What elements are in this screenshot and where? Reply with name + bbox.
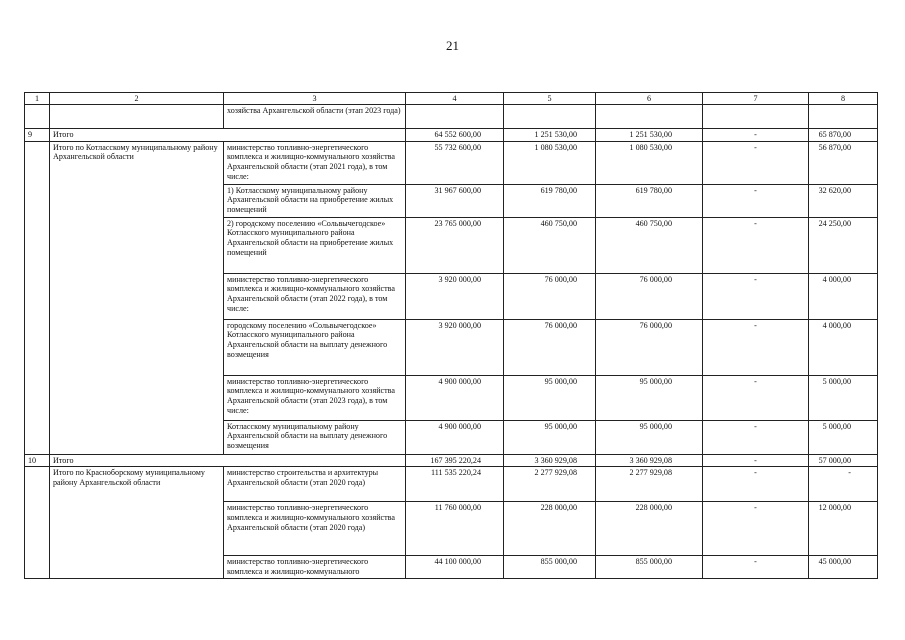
description-cell: 2) городскому поселению «Сольвычегодское» Котласского муниципального района Архангельской области на приобретение жилых помещений [224, 217, 406, 273]
amount-cell: 57 000,00 [809, 454, 878, 467]
description-cell: министерство топливно-энергетического комплекса и жилищно-коммунального хозяйства Архангельской области (этап 2020 года) [224, 502, 406, 556]
amount-cell: 56 870,00 [809, 141, 878, 184]
amount-cell: 460 750,00 [504, 217, 596, 273]
description-cell: министерство топливно-энергетического комплекса и жилищно-коммунального хозяйства Архангельской области (этап 2023 года), в том числе: [224, 375, 406, 420]
amount-cell: 1 080 530,00 [504, 141, 596, 184]
column-number: 2 [50, 93, 224, 105]
column-number: 4 [406, 93, 504, 105]
amount-cell: 619 780,00 [504, 184, 596, 217]
amount-cell: 3 360 929,08 [596, 454, 703, 467]
total-cell: 167 395 220,24 [406, 454, 504, 467]
amount-cell: 4 000,00 [809, 273, 878, 319]
amount-cell: - [703, 141, 809, 184]
amount-cell: 95 000,00 [504, 420, 596, 454]
row-index [25, 141, 50, 454]
total-cell: 44 100 000,00 [406, 556, 504, 578]
amount-cell [809, 105, 878, 129]
description-cell: министерство топливно-энергетического комплекса и жилищно-коммунального хозяйства Архангельской области (этап 2022 года), в том числе: [224, 273, 406, 319]
amount-cell: 5 000,00 [809, 420, 878, 454]
column-number: 8 [809, 93, 878, 105]
total-cell: 31 967 600,00 [406, 184, 504, 217]
total-cell: 23 765 000,00 [406, 217, 504, 273]
column-number: 3 [224, 93, 406, 105]
amount-cell: - [809, 467, 878, 502]
amount-cell: 76 000,00 [504, 319, 596, 375]
amount-cell: 45 000,00 [809, 556, 878, 578]
recipient-cell: Итого по Котласскому муниципальному району Архангельской области [50, 141, 224, 454]
total-cell: 11 760 000,00 [406, 502, 504, 556]
description-cell: Котласскому муниципальному району Архангельской области на выплату денежного возмещения [224, 420, 406, 454]
amount-cell: 855 000,00 [596, 556, 703, 578]
description-cell: 1) Котласскому муниципальному району Архангельской области на приобретение жилых помещений [224, 184, 406, 217]
amount-cell: 95 000,00 [596, 375, 703, 420]
amount-cell: - [703, 556, 809, 578]
amount-cell: 5 000,00 [809, 375, 878, 420]
amount-cell: - [703, 420, 809, 454]
amount-cell: 2 277 929,08 [596, 467, 703, 502]
amount-cell: - [703, 467, 809, 502]
column-number: 6 [596, 93, 703, 105]
column-number: 1 [25, 93, 50, 105]
amount-cell: - [703, 375, 809, 420]
row-index [25, 105, 50, 129]
amount-cell: - [703, 502, 809, 556]
description-cell: городскому поселению «Сольвычегодское» Котласского муниципального района Архангельской области на выплату денежного возмещения [224, 319, 406, 375]
amount-cell: 1 251 530,00 [596, 129, 703, 142]
amount-cell: 12 000,00 [809, 502, 878, 556]
amount-cell: 76 000,00 [596, 319, 703, 375]
column-number: 5 [504, 93, 596, 105]
amount-cell: 76 000,00 [504, 273, 596, 319]
amount-cell: 619 780,00 [596, 184, 703, 217]
amount-cell: 460 750,00 [596, 217, 703, 273]
amount-cell: 4 000,00 [809, 319, 878, 375]
amount-cell: - [703, 273, 809, 319]
total-cell: 55 732 600,00 [406, 141, 504, 184]
amount-cell: 76 000,00 [596, 273, 703, 319]
amount-cell: 1 080 530,00 [596, 141, 703, 184]
total-cell: 3 920 000,00 [406, 319, 504, 375]
total-cell: 4 900 000,00 [406, 375, 504, 420]
amount-cell: 24 250,00 [809, 217, 878, 273]
total-cell [406, 105, 504, 129]
row-index: 10 [25, 454, 50, 467]
recipient-cell: Итого по Красноборскому муниципальному району Архангельской области [50, 467, 224, 578]
amount-cell: 228 000,00 [596, 502, 703, 556]
recipient-cell [50, 105, 224, 129]
amount-cell [703, 105, 809, 129]
amount-cell: 65 870,00 [809, 129, 878, 142]
table-row [25, 129, 878, 142]
row-index: 9 [25, 129, 50, 142]
table-row [25, 454, 878, 467]
budget-table [24, 92, 878, 579]
amount-cell [596, 105, 703, 129]
amount-cell: 95 000,00 [504, 375, 596, 420]
amount-cell: 95 000,00 [596, 420, 703, 454]
total-label: Итого [50, 129, 406, 142]
amount-cell: 855 000,00 [504, 556, 596, 578]
column-number-row [25, 93, 878, 105]
table-row [25, 105, 878, 129]
amount-cell: 32 620,00 [809, 184, 878, 217]
total-cell: 111 535 220,24 [406, 467, 504, 502]
amount-cell: 1 251 530,00 [504, 129, 596, 142]
amount-cell: 3 360 929,08 [504, 454, 596, 467]
amount-cell: - [703, 319, 809, 375]
amount-cell [504, 105, 596, 129]
amount-cell: - [703, 184, 809, 217]
amount-cell: - [703, 129, 809, 142]
total-cell: 3 920 000,00 [406, 273, 504, 319]
description-cell: министерство строительства и архитектуры Архангельской области (этап 2020 года) [224, 467, 406, 502]
table-row [25, 467, 878, 502]
total-cell: 64 552 600,00 [406, 129, 504, 142]
table-row [25, 141, 878, 184]
total-cell: 4 900 000,00 [406, 420, 504, 454]
row-index [25, 467, 50, 578]
total-label: Итого [50, 454, 406, 467]
column-number: 7 [703, 93, 809, 105]
amount-cell: 228 000,00 [504, 502, 596, 556]
description-cell: министерство топливно-энергетического комплекса и жилищно-коммунального хозяйства Архангельской области (этап 2021 года), в том числе: [224, 141, 406, 184]
amount-cell: - [703, 454, 809, 467]
description-cell: министерство топливно-энергетического комплекса и жилищно-коммунального [224, 556, 406, 578]
amount-cell: - [703, 217, 809, 273]
page-number: 21 [446, 38, 459, 53]
amount-cell: 2 277 929,08 [504, 467, 596, 502]
description-cell: хозяйства Архангельской области (этап 2023 года) [224, 105, 406, 129]
